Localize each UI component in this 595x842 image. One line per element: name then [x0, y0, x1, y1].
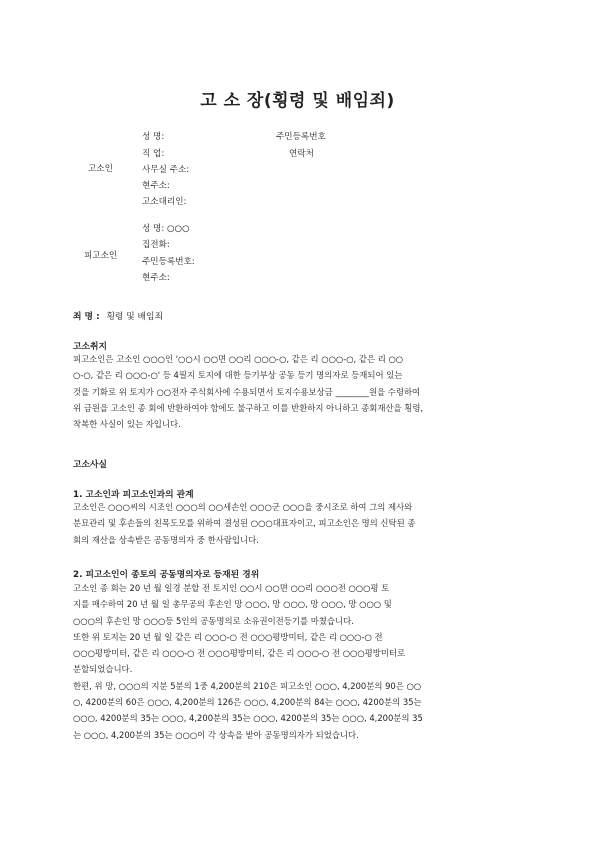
complainant-label: 고소인	[88, 164, 113, 174]
complainant-name-label: 성 명:	[142, 132, 165, 142]
purpose-heading: 고소취지	[73, 342, 107, 352]
accused-current-address-label: 현주소:	[142, 273, 170, 283]
purpose-line: 위 금원을 고소인 종 회에 반환하여야 함에도 불구하고 이를 반환하지 아니하고 종회재산을 횡령,	[73, 402, 424, 413]
charge-value: 횡령 및 배임죄	[106, 312, 164, 322]
facts-line: 또한 위 토지는 20 년 월 일 같은 리 ○○○-○ 전 ○○○평방미터, 같은 리 ○○○-○ 전	[73, 631, 383, 642]
facts-section-2-body	[73, 580, 525, 743]
charge-row	[73, 309, 163, 322]
facts-line: ○○○평방미터, 같은 리 ○○○-○ 전 ○○○평방미터, 같은 리 ○○○-○ 전 ○○○평방미터로	[73, 648, 406, 659]
facts-line: 지를 매수하여 20 년 월 일 총무공의 후손인 망 ○○○, 망 ○○○, 망 ○○○, 망 ○○○ 및	[73, 599, 392, 610]
facts-line: 고소인 종 회는 20 년 월 일경 분할 전 토지인 ○○시 ○○면 ○○리 ○○○전 ○○○평 토	[73, 583, 390, 593]
accused-name-label: 성 명: ○○○	[142, 224, 190, 234]
accused-label: 피고소인	[84, 251, 118, 261]
facts-line: 한편, 위 망, ○○○의 지분 5분의 1중 4,200분의 210은 피고소인 ○○○, 4,200분의 90은 ○○	[73, 680, 422, 691]
complainant-job-label: 직 업:	[142, 149, 165, 159]
facts-line: 회의 재산을 상속받은 공동명의자 중 한사람입니다.	[73, 534, 259, 545]
charge-label: 죄 명 :	[73, 312, 100, 322]
facts-section-2-heading: 2. 피고소인이 종토의 공동명의자로 등재된 경위	[73, 570, 260, 580]
facts-line: 분할되었습니다.	[73, 664, 133, 675]
facts-heading: 고소사실	[73, 460, 107, 470]
document-title: 고 소 장(횡령 및 배임죄)	[200, 91, 395, 111]
complainant-contact-label: 연락처	[289, 149, 314, 159]
facts-line: ○, 4200분의 60은 ○○○, 4,200분의 126은 ○○○, 4,200분의 84는 ○○○, 4200분의 35는	[73, 697, 422, 708]
facts-line: ○○○의 후손인 망 ○○○등 5인의 공동명의로 소유권이전등기를 마쳤습니다.	[73, 615, 354, 626]
complainant-resident-no-label: 주민등록번호	[276, 132, 326, 142]
facts-section-1-body	[73, 499, 525, 548]
complainant-current-address-label: 현주소:	[142, 181, 170, 191]
purpose-body	[73, 351, 525, 432]
facts-section-1-heading: 1. 고소인과 피고소인과의 관계	[73, 490, 194, 500]
accused-home-phone-label: 집전화:	[142, 240, 170, 250]
complainant-office-address-label: 사무실 주소:	[142, 165, 190, 175]
purpose-line: ○-○, 같은 리 ○○○-○' 등 4필지 토지에 대한 등기부상 공동 등기 명의자로 등재되어 있는	[73, 370, 403, 381]
purpose-line: 피고소인은 고소인 ○○○인 '○○시 ○○면 ○○리 ○○○-○, 같은 리 ○○○-○, 같은 리 ○○	[73, 354, 404, 364]
facts-line: 고소인은 ○○○씨의 시조인 ○○○의 ○○세손인 ○○○군 ○○○을 중시조로 하여 그의 제사와	[73, 502, 413, 512]
purpose-line: 착복한 사실이 있는 자입니다.	[73, 419, 181, 430]
accused-resident-no-label: 주민등록번호:	[142, 257, 195, 267]
purpose-line: 것을 기화로 위 토지가 ○○전자 주식회사에 수용되면서 토지수용보상금 ________원을 수령하여	[73, 386, 421, 397]
facts-line: 분묘관리 및 후손들의 친목도모를 위하여 결성된 ○○○대표자이고, 피고소인은 명의 신탁된 종	[73, 518, 416, 529]
facts-line: ○○○, 4200분의 35는 ○○○, 4,200분의 35는 ○○○, 4200분의 35는 ○○○, 4,200분의 35	[73, 713, 423, 724]
complainant-agent-label: 고소대리인:	[142, 197, 187, 207]
facts-line: 는 ○○○, 4,200분의 35는 ○○○이 각 상속을 받아 공동명의자가 되었습니다.	[73, 729, 359, 740]
